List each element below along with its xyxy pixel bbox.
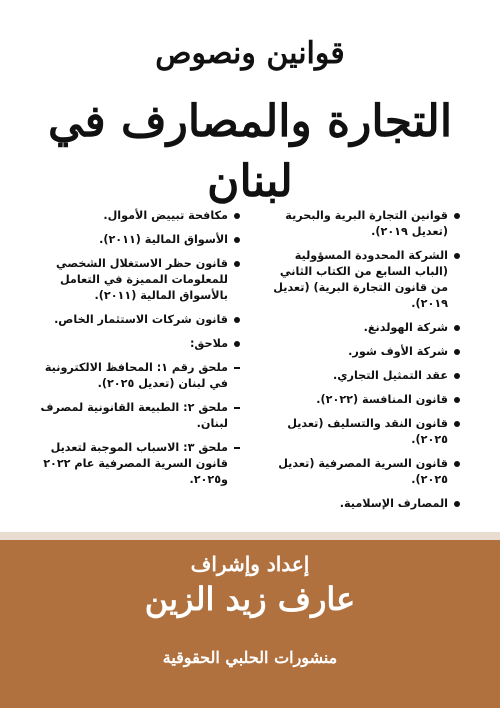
appendix-item: ملحق ٢: الطبيعة القانونية لمصرف لبنان.	[40, 400, 240, 432]
appendix-item: ملحق ٣: الاسباب الموجبة لتعديل قانون السرية المصرفية عام ٢٠٢٢ و٢٠٢٥.	[40, 440, 240, 488]
contents-right-column	[260, 208, 460, 520]
appendix-item: ملحق رقم ١: المحافظ الالكترونية في لبنان (تعديل ٢٠٢٥).	[40, 360, 240, 392]
contents-item: قانون شركات الاستثمار الخاص.	[40, 312, 240, 328]
contents-item: الأسواق المالية (٢٠١١).	[40, 232, 240, 248]
contents-item: شركة الهولدنغ.	[260, 320, 460, 336]
contents-left-column	[40, 208, 240, 496]
contents-item: قانون السرية المصرفية (تعديل ٢٠٢٥).	[260, 456, 460, 488]
contents-item: قوانين التجارة البرية والبحرية (تعديل ٢٠١٩).	[260, 208, 460, 240]
publisher-name: منشورات الحلبي الحقوقية	[162, 648, 338, 667]
series-title: قوانين ونصوص	[155, 36, 345, 71]
contents-item: شركة الأوف شور.	[260, 344, 460, 360]
prepared-by-label: إعداد وإشراف	[190, 552, 310, 576]
contents-item: عقد التمثيل التجاري.	[260, 368, 460, 384]
contents-item: قانون النقد والتسليف (تعديل ٢٠٢٥).	[260, 416, 460, 448]
author-name: عارف زيد الزين	[144, 580, 356, 618]
contents-item: قانون المنافسة (٢٠٢٢).	[260, 392, 460, 408]
contents-item: المصارف الإسلامية.	[260, 496, 460, 512]
book-title: التجارة والمصارف في لبنان	[47, 96, 453, 207]
contents-item: الشركة المحدودة المسؤولية (الباب السابع من الكتاب الثاني من قانون التجارة البرية) (تعديل ٢٠١٩).	[260, 248, 460, 312]
contents-item: قانون حظر الاستغلال الشخصي للمعلومات المميزة في التعامل بالأسواق المالية (٢٠١١).	[40, 256, 240, 304]
appendices-heading: ملاحق:	[40, 336, 240, 352]
footer-band-stripe	[0, 532, 500, 540]
contents-item: مكافحة تبييض الأموال.	[40, 208, 240, 224]
